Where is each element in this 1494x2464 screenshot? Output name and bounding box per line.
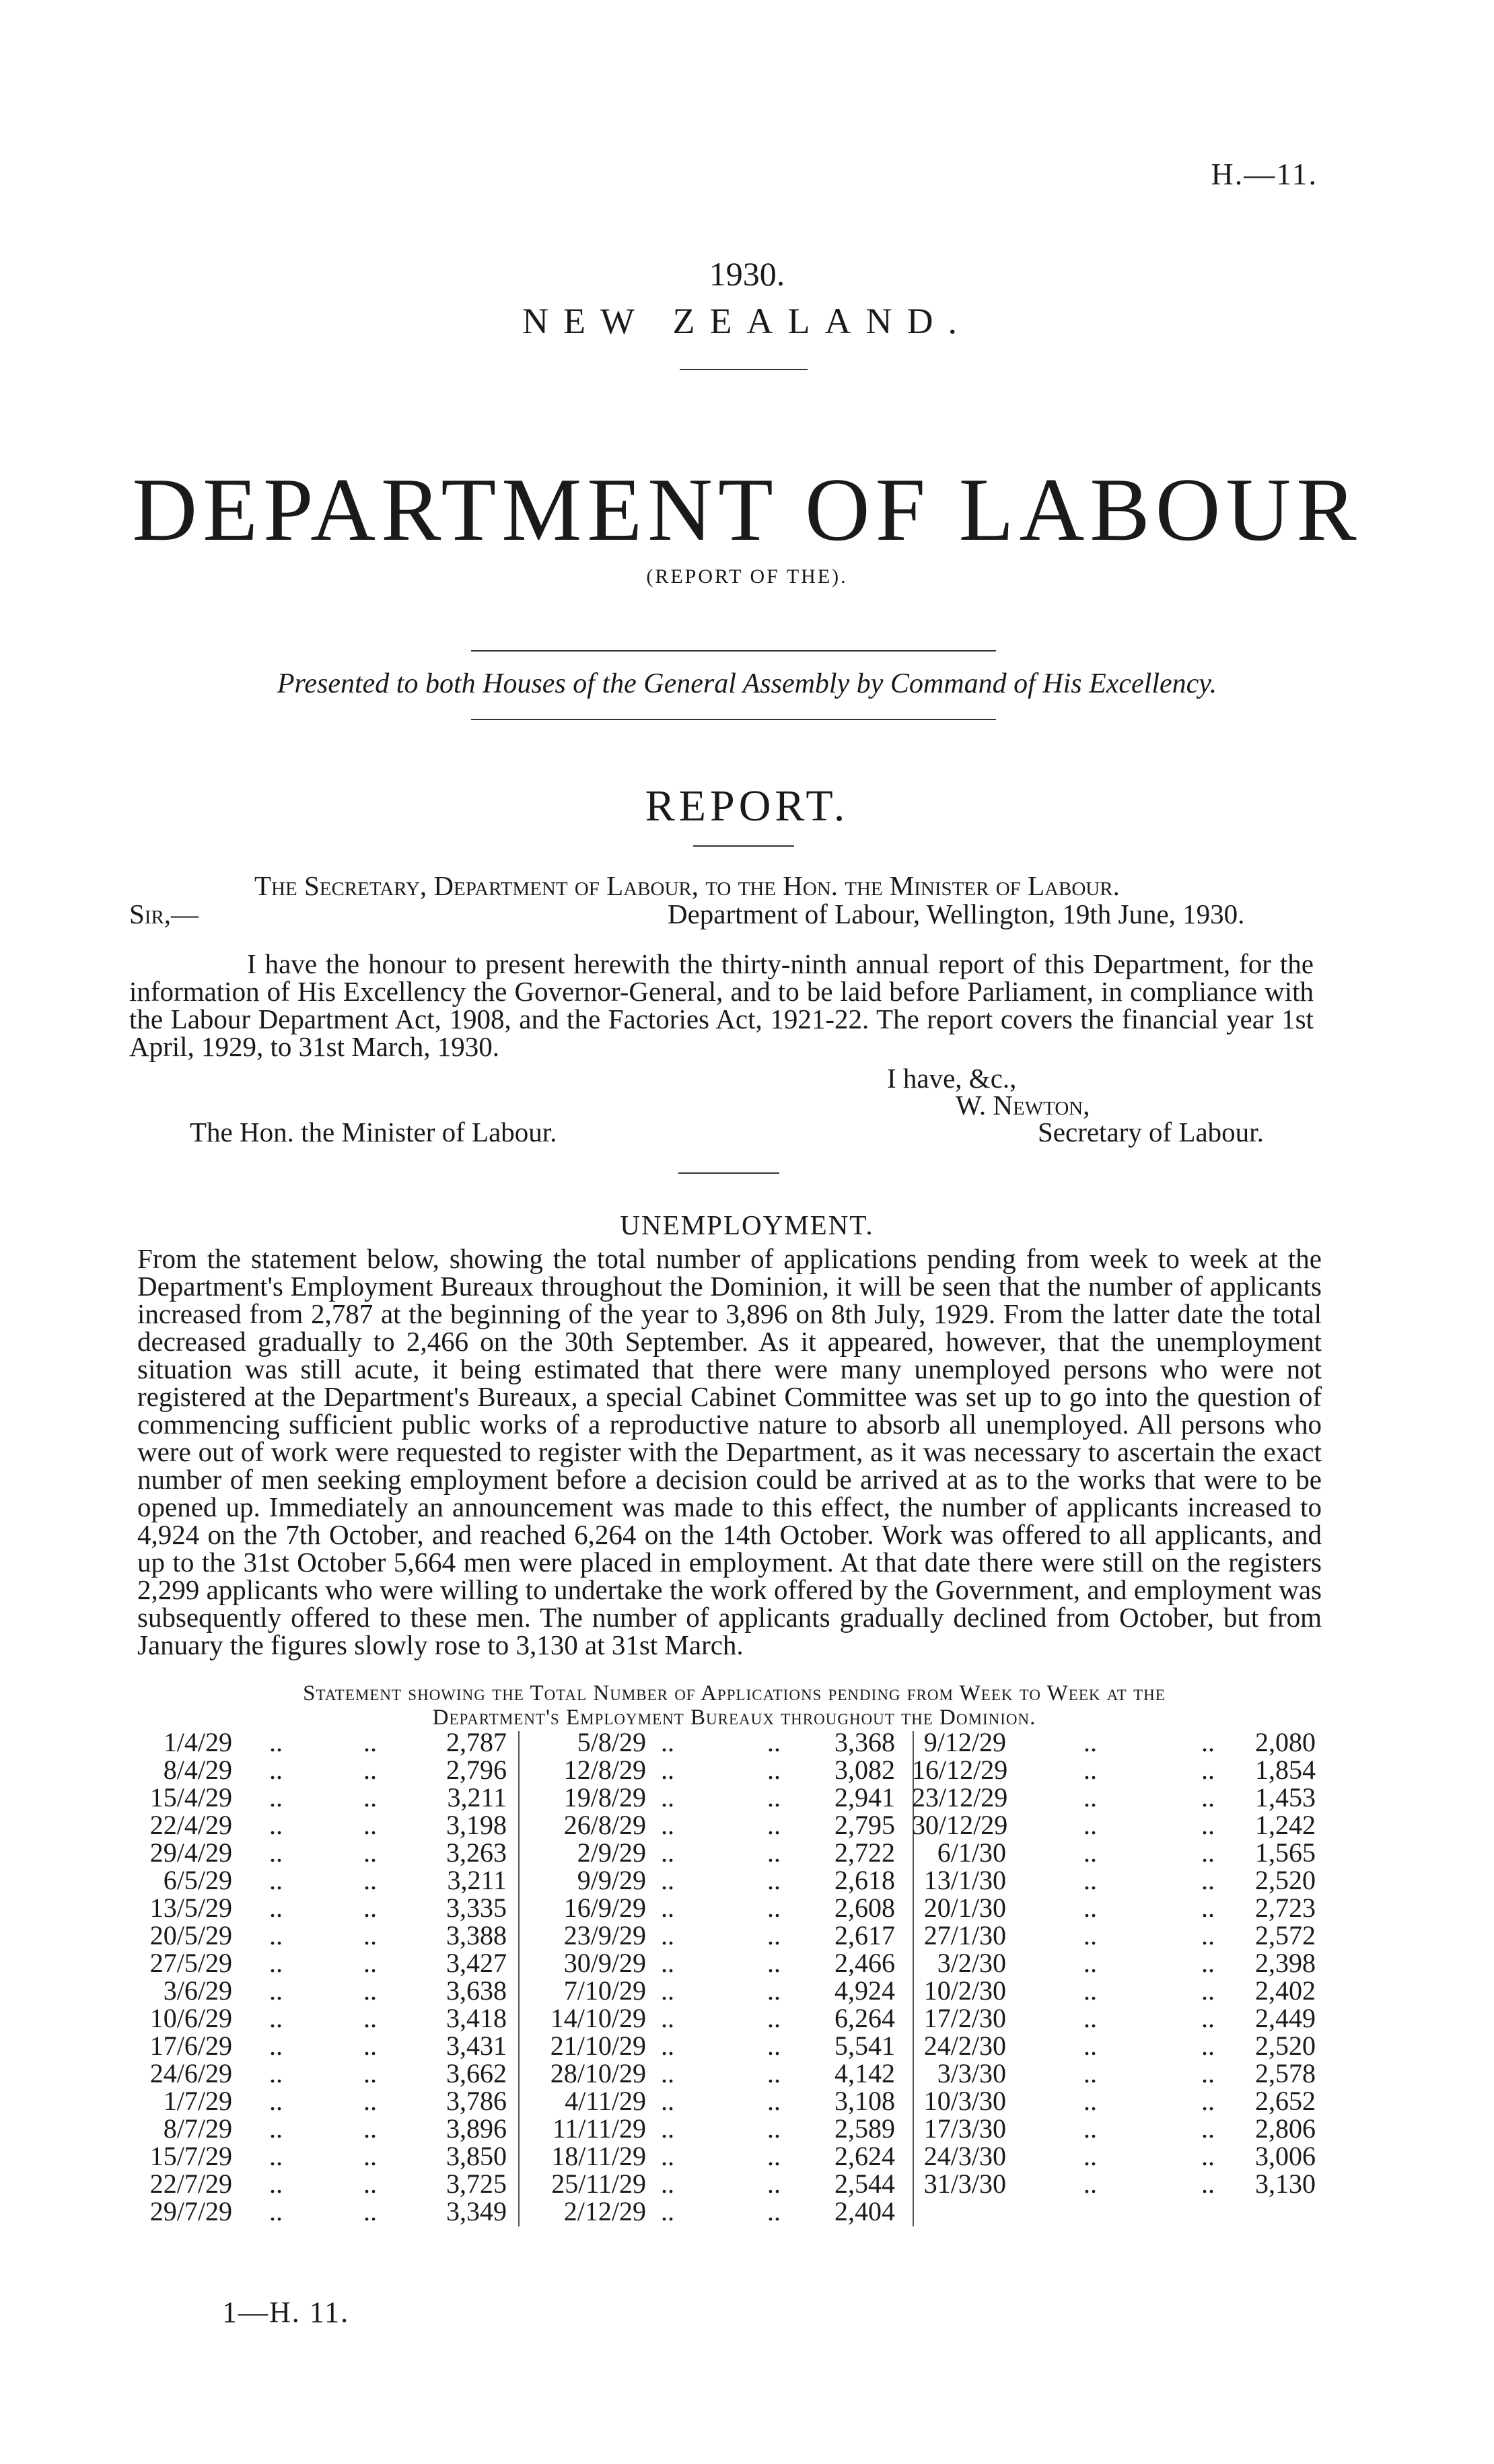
leader-dots: .. [363,1975,377,2006]
date-cell: 17/2/30 [923,2003,1006,2033]
date-cell: 23/12/29 [912,1782,1008,1812]
table-row [128,2115,507,2142]
value-cell: 3,108 [834,2086,895,2116]
value-cell: 2,544 [834,2169,895,2199]
date-cell: 8/7/29 [163,2113,232,2144]
divider [680,369,808,370]
leader-dots: .. [1083,1782,1097,1812]
leader-dots: .. [269,2031,283,2061]
value-cell: 2,624 [834,2141,895,2171]
value-cell: 3,263 [446,1837,507,1868]
page-number: H.—11. [1211,157,1318,191]
leader-dots: .. [767,2086,781,2116]
value-cell: 2,589 [834,2113,895,2144]
leader-dots: .. [767,1727,781,1757]
date-cell: 15/7/29 [149,2141,232,2171]
leader-dots: .. [661,2169,674,2199]
table-row [518,2032,895,2060]
table-row [912,1977,1316,2004]
value-cell: 2,466 [834,1948,895,1978]
value-cell: 3,211 [447,1865,507,1895]
footer-mark: 1—H. 11. [222,2296,350,2329]
value-cell: 4,142 [834,2058,895,2088]
leader-dots: .. [1083,1975,1097,2006]
value-cell: 3,427 [446,1948,507,1978]
leader-dots: .. [767,2169,781,2199]
table-row [518,2004,895,2032]
presented-line: Presented to both Houses of the General Assembly by Command of His Excellency. [277,668,1217,699]
date-cell: 9/12/29 [923,1727,1006,1757]
leader-dots: .. [269,1920,283,1950]
value-cell: 3,211 [447,1782,507,1812]
leader-dots: .. [1201,2141,1215,2171]
value-cell: 2,080 [1255,1727,1316,1757]
value-cell: 3,198 [446,1810,507,1840]
table-row [912,2142,1316,2170]
table-row [128,1922,507,1949]
value-cell: 2,449 [1255,2003,1316,2033]
leader-dots: .. [767,1755,781,1785]
value-cell: 2,572 [1255,1920,1316,1950]
leader-dots: .. [767,1920,781,1950]
date-cell: 17/3/30 [923,2113,1006,2144]
table-row [128,2032,507,2060]
value-cell: 1,854 [1255,1755,1316,1785]
signatory: W. Newton, [956,1090,1090,1121]
date-cell: 16/9/29 [563,1893,646,1923]
page-subtitle: (REPORT OF THE). [646,565,848,588]
place-date: Department of Labour, Wellington, 19th June, 1930. [668,899,1245,929]
date-cell: 2/9/29 [577,1837,646,1868]
leader-dots: .. [269,1865,283,1895]
leader-dots: .. [661,2058,674,2088]
leader-dots: .. [363,1893,377,1923]
table-row [518,2197,895,2225]
recipient: The Hon. the Minister of Labour. [190,1117,557,1148]
table-row [912,1866,1316,1894]
table-row [912,1894,1316,1922]
date-cell: 23/9/29 [563,1920,646,1950]
value-cell: 6,264 [834,2003,895,2033]
date-cell: 29/7/29 [149,2196,232,2226]
leader-dots: .. [269,1727,283,1757]
table-row [518,2087,895,2115]
leader-dots: .. [269,2058,283,2088]
table-row [128,1977,507,2004]
table-row [128,2060,507,2087]
date-cell: 11/11/29 [552,2113,646,2144]
value-cell: 3,850 [446,2141,507,2171]
leader-dots: .. [1201,2086,1215,2116]
value-cell: 2,578 [1255,2058,1316,2088]
addressee-line: The Secretary, Department of Labour, to the Hon. the Minister of Labour. [254,870,1120,901]
closing: I have, &c., [887,1063,1017,1094]
date-cell: 3/6/29 [163,1975,232,2006]
leader-dots: .. [767,1782,781,1812]
leader-dots: .. [1083,1948,1097,1978]
letter-body: I have the honour to present herewith the thirty-ninth annual report of this Department, for the information of His Excellency the Governor-General, and to be laid before Parliament, in compliance with the Labour Department Act, 1908, and the Factories Act, 1921-22. The report covers the financial year 1st April, 1929, to 31st March, 1930. [129,948,1314,1062]
leader-dots: .. [1201,1865,1215,1895]
table-row [518,1728,895,1756]
leader-dots: .. [1083,1893,1097,1923]
leader-dots: .. [269,2141,283,2171]
date-cell: 1/4/29 [163,1727,232,1757]
date-cell: 29/4/29 [149,1837,232,1868]
leader-dots: .. [1201,2113,1215,2144]
date-cell: 24/3/30 [923,2141,1006,2171]
date-cell: 28/10/29 [550,2058,646,2088]
leader-dots: .. [1083,1920,1097,1950]
leader-dots: .. [1083,1865,1097,1895]
value-cell: 2,520 [1255,1865,1316,1895]
leader-dots: .. [661,2113,674,2144]
value-cell: 2,618 [834,1865,895,1895]
statement-title [137,1681,1331,1730]
leader-dots: .. [269,1837,283,1868]
leader-dots: .. [661,1837,674,1868]
table-row [912,2170,1316,2197]
value-cell: 2,787 [446,1727,507,1757]
value-cell: 3,388 [446,1920,507,1950]
date-cell: 10/6/29 [149,2003,232,2033]
leader-dots: .. [269,1893,283,1923]
value-cell: 1,565 [1255,1837,1316,1868]
leader-dots: .. [1083,2031,1097,2061]
date-cell: 6/1/30 [937,1837,1006,1868]
table-row [128,2087,507,2115]
leader-dots: .. [363,1755,377,1785]
date-cell: 3/3/30 [937,2058,1006,2088]
divider [693,845,794,847]
table-row [518,2060,895,2087]
date-cell: 5/8/29 [577,1727,646,1757]
leader-dots: .. [661,2086,674,2116]
table-row [518,1977,895,2004]
date-cell: 22/4/29 [149,1810,232,1840]
date-cell: 1/7/29 [163,2086,232,2116]
year: 1930. [709,255,785,293]
value-cell: 2,652 [1255,2086,1316,2116]
date-cell: 24/2/30 [923,2031,1006,2061]
leader-dots: .. [1201,1920,1215,1950]
leader-dots: .. [1083,2058,1097,2088]
leader-dots: .. [767,1810,781,1840]
leader-dots: .. [767,2031,781,2061]
date-cell: 13/1/30 [923,1865,1006,1895]
value-cell: 3,662 [446,2058,507,2088]
divider [471,650,996,652]
leader-dots: .. [1201,2169,1215,2199]
leader-dots: .. [363,2031,377,2061]
table-row [128,1949,507,1977]
table-row [128,1894,507,1922]
date-cell: 14/10/29 [550,2003,646,2033]
leader-dots: .. [269,1810,283,1840]
value-cell: 3,786 [446,2086,507,2116]
leader-dots: .. [767,2113,781,2144]
value-cell: 3,896 [446,2113,507,2144]
table-row [912,1839,1316,1866]
value-cell: 2,806 [1255,2113,1316,2144]
value-cell: 2,520 [1255,2031,1316,2061]
leader-dots: .. [767,1948,781,1978]
table-row [518,1949,895,1977]
date-cell: 20/5/29 [149,1920,232,1950]
leader-dots: .. [661,1755,674,1785]
leader-dots: .. [1201,1782,1215,1812]
table-row [518,1811,895,1839]
table-row [912,1811,1316,1839]
statement-column-1 [128,1728,507,2225]
statement-title-line: Department's Employment Bureaux throughout the Dominion. [432,1705,1036,1730]
leader-dots: .. [661,2196,674,2226]
date-cell: 25/11/29 [551,2169,646,2199]
value-cell: 2,796 [446,1755,507,1785]
leader-dots: .. [363,1865,377,1895]
leader-dots: .. [269,1755,283,1785]
table-row [128,1756,507,1784]
leader-dots: .. [363,2141,377,2171]
date-cell: 18/11/29 [551,2141,646,2171]
leader-dots: .. [661,1948,674,1978]
date-cell: 15/4/29 [149,1782,232,1812]
value-cell: 3,082 [834,1755,895,1785]
value-cell: 5,541 [834,2031,895,2061]
divider [471,719,996,720]
signatory-title: Secretary of Labour. [1038,1117,1264,1148]
leader-dots: .. [363,1837,377,1868]
leader-dots: .. [1083,2003,1097,2033]
date-cell: 3/2/30 [937,1948,1006,1978]
date-cell: 30/9/29 [563,1948,646,1978]
value-cell: 2,608 [834,1893,895,1923]
value-cell: 3,349 [446,2196,507,2226]
leader-dots: .. [1201,1837,1215,1868]
leader-dots: .. [661,2031,674,2061]
salutation: Sir,— [129,899,199,929]
table-row [518,2142,895,2170]
table-row [912,1784,1316,1811]
date-cell: 19/8/29 [563,1782,646,1812]
leader-dots: .. [1083,2141,1097,2171]
date-cell: 16/12/29 [912,1755,1008,1785]
date-cell: 21/10/29 [550,2031,646,2061]
leader-dots: .. [1201,1948,1215,1978]
leader-dots: .. [767,1975,781,2006]
value-cell: 2,617 [834,1920,895,1950]
leader-dots: .. [661,1727,674,1757]
leader-dots: .. [661,2003,674,2033]
date-cell: 6/5/29 [163,1865,232,1895]
table-row [912,2032,1316,2060]
value-cell: 3,006 [1255,2141,1316,2171]
table-row [912,2087,1316,2115]
leader-dots: .. [269,2113,283,2144]
leader-dots: .. [767,1865,781,1895]
value-cell: 3,418 [446,2003,507,2033]
date-cell: 17/6/29 [149,2031,232,2061]
leader-dots: .. [363,1948,377,1978]
value-cell: 3,638 [446,1975,507,2006]
table-row [912,2060,1316,2087]
report-heading: REPORT. [645,781,849,831]
leader-dots: .. [661,1893,674,1923]
leader-dots: .. [363,2113,377,2144]
leader-dots: .. [661,2141,674,2171]
table-row [912,2004,1316,2032]
leader-dots: .. [269,1975,283,2006]
table-row [518,1866,895,1894]
date-cell: 22/7/29 [149,2169,232,2199]
leader-dots: .. [767,1893,781,1923]
value-cell: 4,924 [834,1975,895,2006]
leader-dots: .. [269,2196,283,2226]
leader-dots: .. [1201,1727,1215,1757]
table-row [518,1756,895,1784]
leader-dots: .. [1201,1810,1215,1840]
leader-dots: .. [661,1975,674,2006]
leader-dots: .. [269,2169,283,2199]
leader-dots: .. [767,2141,781,2171]
leader-dots: .. [1201,1755,1215,1785]
leader-dots: .. [269,1948,283,1978]
table-row [128,1811,507,1839]
table-row [128,1784,507,1811]
value-cell: 3,725 [446,2169,507,2199]
leader-dots: .. [1201,1975,1215,2006]
leader-dots: .. [363,2058,377,2088]
table-row [912,1756,1316,1784]
date-cell: 20/1/30 [923,1893,1006,1923]
leader-dots: .. [661,1865,674,1895]
leader-dots: .. [661,1810,674,1840]
leader-dots: .. [1083,2086,1097,2116]
table-row [128,2142,507,2170]
leader-dots: .. [1083,1727,1097,1757]
statement-title-line: Statement showing the Total Number of Applications pending from Week to Week at the [303,1681,1166,1705]
date-cell: 26/8/29 [563,1810,646,1840]
date-cell: 9/9/29 [577,1865,646,1895]
table-row [518,1839,895,1866]
date-cell: 12/8/29 [563,1755,646,1785]
date-cell: 27/1/30 [923,1920,1006,1950]
date-cell: 13/5/29 [149,1893,232,1923]
leader-dots: .. [1083,1755,1097,1785]
table-row [128,2004,507,2032]
value-cell: 2,404 [834,2196,895,2226]
table-row [128,1866,507,1894]
leader-dots: .. [1201,2058,1215,2088]
leader-dots: .. [661,1782,674,1812]
leader-dots: .. [363,2169,377,2199]
leader-dots: .. [1201,1893,1215,1923]
value-cell: 2,398 [1255,1948,1316,1978]
leader-dots: .. [269,1782,283,1812]
divider [678,1172,779,1174]
date-cell: 27/5/29 [149,1948,232,1978]
table-row [128,1728,507,1756]
table-row [518,1784,895,1811]
value-cell: 3,130 [1255,2169,1316,2199]
leader-dots: .. [363,1920,377,1950]
value-cell: 3,368 [834,1727,895,1757]
leader-dots: .. [1201,2003,1215,2033]
leader-dots: .. [363,2196,377,2226]
leader-dots: .. [767,1837,781,1868]
table-row [518,2115,895,2142]
leader-dots: .. [767,2058,781,2088]
date-cell: 30/12/29 [912,1810,1008,1840]
leader-dots: .. [661,1920,674,1950]
table-row [128,2197,507,2225]
leader-dots: .. [363,1810,377,1840]
value-cell: 2,402 [1255,1975,1316,2006]
value-cell: 3,335 [446,1893,507,1923]
value-cell: 2,723 [1255,1893,1316,1923]
value-cell: 1,242 [1255,1810,1316,1840]
leader-dots: .. [363,1727,377,1757]
leader-dots: .. [269,2003,283,2033]
date-cell: 7/10/29 [563,1975,646,2006]
table-row [912,1922,1316,1949]
date-cell: 4/11/29 [565,2086,646,2116]
statement-column-3 [912,1728,1316,2197]
table-row [518,1894,895,1922]
leader-dots: .. [767,2196,781,2226]
date-cell: 24/6/29 [149,2058,232,2088]
value-cell: 2,795 [834,1810,895,1840]
value-cell: 3,431 [446,2031,507,2061]
statement-column-2 [518,1728,895,2225]
leader-dots: .. [1083,2113,1097,2144]
leader-dots: .. [1083,2169,1097,2199]
leader-dots: .. [269,2086,283,2116]
table-row [128,2170,507,2197]
leader-dots: .. [363,2086,377,2116]
table-row [912,1949,1316,1977]
date-cell: 31/3/30 [923,2169,1006,2199]
section-heading: UNEMPLOYMENT. [620,1209,874,1240]
page-title: DEPARTMENT OF LABOUR [132,460,1362,559]
table-row [912,1728,1316,1756]
value-cell: 1,453 [1255,1782,1316,1812]
date-cell: 8/4/29 [163,1755,232,1785]
table-row [128,1839,507,1866]
leader-dots: .. [1201,2031,1215,2061]
table-row [912,2115,1316,2142]
unemployment-body: From the statement below, showing the total number of applications pending from week to week at the Department's Employment Bureaux throughout the Dominion, it will be seen that the number of applicants increased from 2,787 at the beginning of the year to 3,896 on 8th July, 1929. From the latter date the total decreased gradually to 2,466 on the 30th September. As it appeared, however, that the unemployment situation was still acute, it being estimated that there were many unemployed persons who were not registered at the Department's Bureaux, a special Cabinet Committee was set up to go into the question of commencing sufficient public works of a reproductive nature to absorb all unemployed. All persons who were out of work were requested to register with the Department, as it was necessary to ascertain the exact number of men seeking employment before a decision could be arrived at as to the works that were to be opened up. Immediately an announcement was made to this effect, the number of applicants increased to 4,924 on the 7th October, and reached 6,264 on the 14th October. Work was offered to all applicants, and up to the 31st October 5,664 men were placed in employment. At that date there were still on the registers 2,299 applicants who were willing to undertake the work offered by the Government, and employment was subsequently offered to these men. The number of applicants gradually declined from October, but from January the figures slowly rose to 3,130 at 31st March. [137,1243,1322,1660]
date-cell: 10/3/30 [923,2086,1006,2116]
value-cell: 2,941 [834,1782,895,1812]
date-cell: 2/12/29 [563,2196,646,2226]
country-heading: NEW ZEALAND. [522,301,972,341]
leader-dots: .. [767,2003,781,2033]
leader-dots: .. [1083,1837,1097,1868]
leader-dots: .. [1083,1810,1097,1840]
leader-dots: .. [363,2003,377,2033]
table-row [518,1922,895,1949]
value-cell: 2,722 [834,1837,895,1868]
date-cell: 10/2/30 [923,1975,1006,2006]
table-row [518,2170,895,2197]
leader-dots: .. [363,1782,377,1812]
